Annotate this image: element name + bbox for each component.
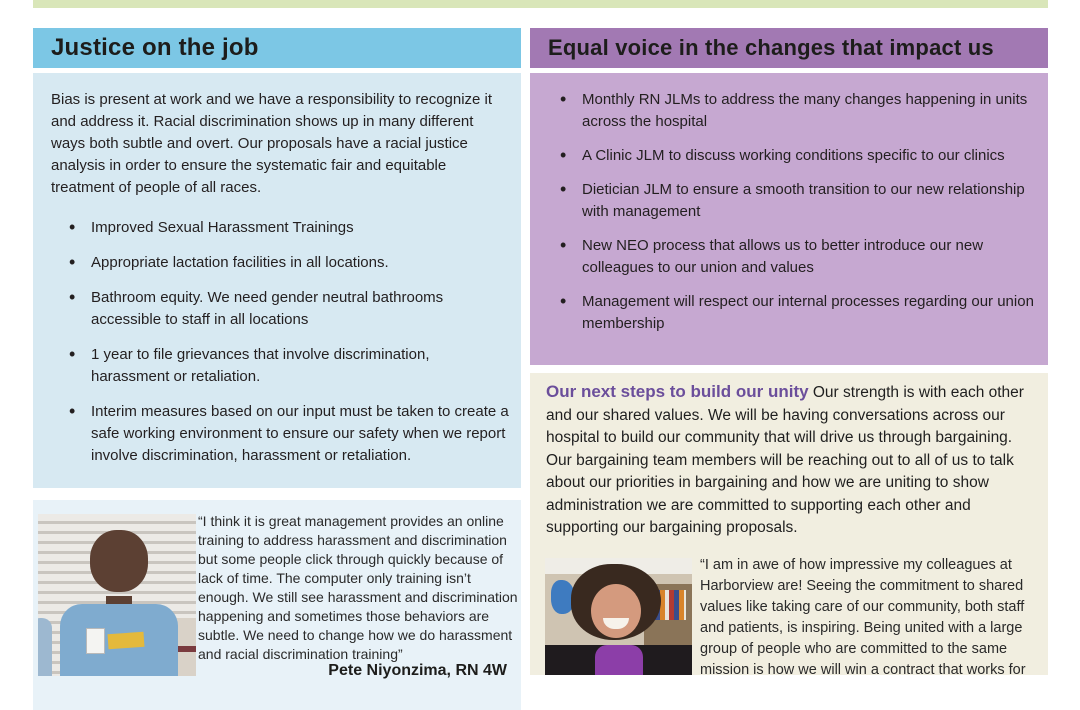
bullet-item: • 1 year to file grievances that involve discrimination, harassment or retaliation. — [65, 344, 509, 388]
quote-attribution: Pete Niyonzima, RN 4W — [328, 662, 507, 679]
bullet-item: • Dietician JLM to ensure a smooth transition to our new relationship with management — [556, 179, 1034, 223]
justice-intro: Bias is present at work and we have a responsibility to recognize it and address it. Racial discrimination shows up in many different ways both subtle and overt. Our proposals have a racial justice analysis in order to ensure the systematic fair and equitable treatment of people of all races. — [51, 91, 493, 196]
quote-text-right: “I am in awe of how impressive my colleagues at Harborview are! Seeing the commitment to shared values like taking care of our community, both staff and patients, is inspiring. Being united with a large group of people who are committed to the same mission is how we will win a contract that works for — [700, 557, 1026, 678]
next-steps-section — [530, 373, 1048, 678]
justice-header — [33, 28, 521, 68]
bullet-item: • Interim measures based on our input must be taken to create a safe working environment to ensure our safety when we report involve discrimination, harassment or retaliation. — [65, 401, 509, 467]
equal-voice-section — [530, 28, 1048, 678]
photo-shape — [591, 584, 641, 638]
next-steps-heading: Our next steps to build our unity — [546, 382, 809, 401]
equal-voice-title: Equal voice in the changes that impact us — [548, 35, 994, 60]
photo-shape — [90, 530, 148, 592]
photo-nurse — [38, 514, 196, 676]
top-section-edge — [33, 0, 1048, 8]
photo-shape — [595, 645, 643, 675]
bullet-item: • Management will respect our internal processes regarding our union membership — [556, 291, 1034, 335]
photo-shape — [86, 628, 105, 654]
justice-bullet-list — [51, 217, 509, 467]
equal-voice-bullet-list — [542, 89, 1034, 335]
photo-smiling-woman — [545, 558, 692, 675]
next-steps-paragraph — [546, 381, 1042, 540]
next-steps-text: Our strength is with each other and our shared values. We will be having conversations across our hospital to build our community that will drive us through bargaining. Our bargaining team members will be reaching out to all of us to talk about our priorities in bargaining and how we are uniting to show administration we are committed to supporting each other and supporting our bargaining proposals. — [546, 384, 1024, 536]
justice-section — [33, 28, 521, 679]
justice-quote-section — [33, 500, 521, 710]
photo-shape — [38, 618, 52, 676]
bullet-item: • New NEO process that allows us to better introduce our new colleagues to our union and values — [556, 235, 1034, 279]
bullet-item: • Monthly RN JLMs to address the many changes happening in units across the hospital — [556, 89, 1034, 133]
equal-voice-header — [530, 28, 1048, 68]
bullet-item: • Appropriate lactation facilities in all locations. — [65, 252, 509, 274]
justice-title: Justice on the job — [51, 34, 259, 61]
bullet-item: • A Clinic JLM to discuss working conditions specific to our clinics — [556, 145, 1034, 167]
photo-shape — [108, 632, 145, 649]
equal-voice-body — [530, 73, 1048, 365]
justice-body — [33, 73, 521, 488]
bullet-item: • Improved Sexual Harassment Trainings — [65, 217, 509, 239]
bullet-item: • Bathroom equity. We need gender neutral bathrooms accessible to staff in all locations — [65, 287, 509, 331]
quote-text-left: “I think it is great management provides an online training to address harassment and discrimination but some people click through quickly because of lack of time. The computer only training isn’t enough. We still see harassment and discrimination happening and sometimes those behaviors are subtle. We need to change how we do harassment and racial discrimination training” — [198, 513, 518, 662]
